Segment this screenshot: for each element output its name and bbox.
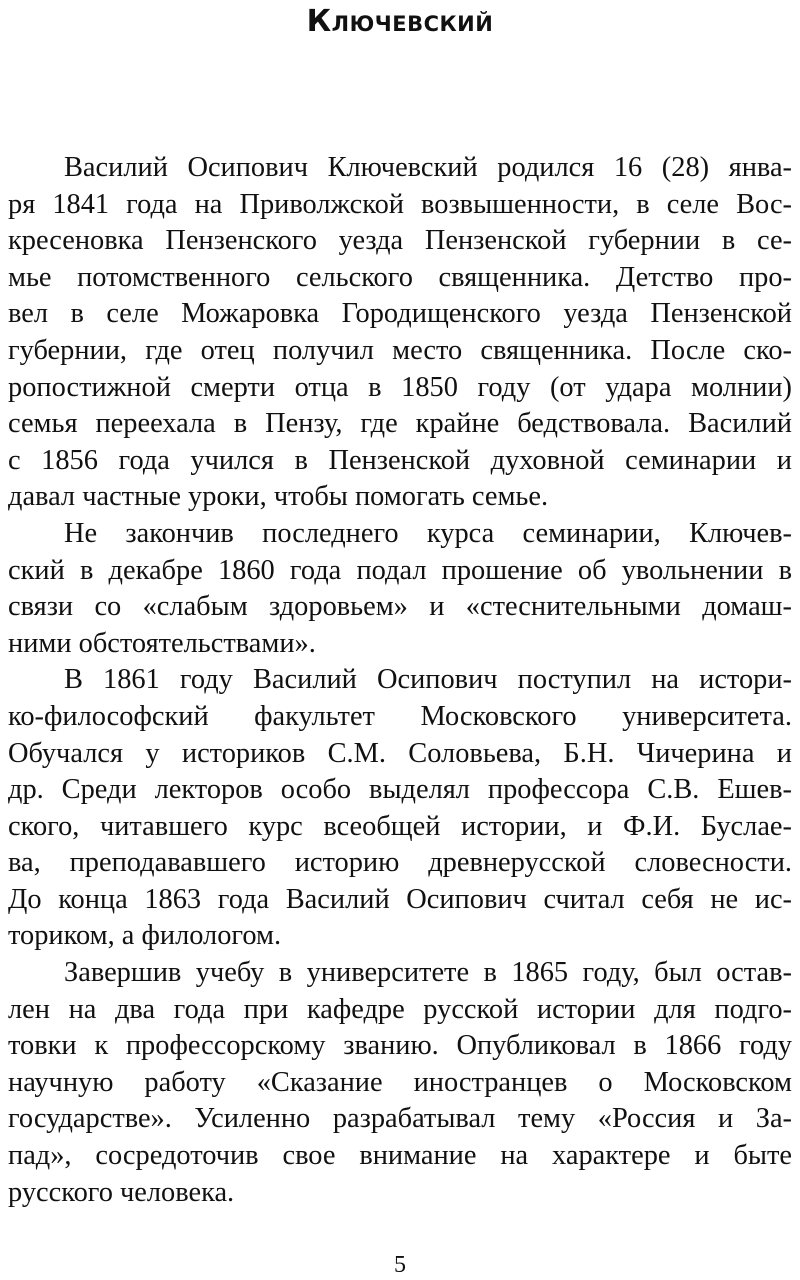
text-line: ря 1841 года на Приволжской возвышенности, в селе Вос- [8, 188, 792, 220]
text-line: пад», сосредоточив свое внимание на характере и быте [8, 1140, 792, 1172]
text-line: товки к профессорскому званию. Опубликовал в 1866 году [8, 1030, 792, 1062]
text-line: ториком, а филологом. [8, 920, 282, 952]
text-line: ского, читавшего курс всеобщей истории, и Ф.И. Буслае- [8, 810, 792, 842]
text-line: лен на два года при кафедре русской истории для подго- [8, 993, 792, 1025]
text-line: До конца 1863 года Василий Осипович считал себя не ис- [8, 883, 792, 915]
text-line: В 1861 году Василий Осипович поступил на истори- [64, 664, 792, 696]
text-line: губернии, где отец получил место священника. После ско- [8, 334, 792, 366]
text-line: ский в декабре 1860 года подал прошение об увольнении в [8, 554, 792, 586]
text-line: давал частные уроки, чтобы помогать семье. [8, 481, 549, 513]
text-line: др. Среди лекторов особо выделял профессора С.В. Ешев- [8, 774, 792, 806]
text-line: государстве». Усиленно разрабатывал тему «Россия и За- [8, 1103, 792, 1135]
chapter-title: Ключевский [306, 4, 494, 39]
paragraph [8, 955, 792, 1211]
text-line: ко-философский факультет Московского университета. [8, 700, 792, 732]
text-line: ними обстоятельствами». [8, 627, 316, 659]
text-line: научную работу «Сказание иностранцев о Московском [8, 1066, 792, 1098]
paragraph [8, 516, 792, 662]
paragraph [8, 662, 792, 955]
text-line: Завершив учебу в университете в 1865 году, был остав- [64, 957, 792, 989]
text-line: Обучался у историков С.М. Соловьева, Б.Н. Чичерина и [8, 737, 792, 769]
text-line: ва, преподававшего историю древнерусской словесности. [8, 847, 792, 879]
text-line: Не закончив последнего курса семинарии, Ключев- [64, 517, 792, 549]
text-line: с 1856 года учился в Пензенской духовной семинарии и [8, 444, 792, 476]
body-text [8, 150, 792, 1211]
text-line: ропостижной смерти отца в 1850 году (от удара молнии) [8, 371, 792, 403]
text-line: мье потомственного сельского священника. Детство про- [8, 261, 792, 293]
text-line: Василий Осипович Ключевский родился 16 (28) янва- [64, 152, 792, 183]
text-line: связи со «слабым здоровьем» и «стеснительными домаш- [8, 591, 792, 623]
text-line: кресеновка Пензенского уезда Пензенской губернии в се- [8, 225, 792, 257]
paragraph [8, 150, 792, 516]
page-number: 5 [394, 1252, 406, 1278]
text-line: вел в селе Можаровка Городищенского уезда Пензенской [8, 298, 792, 330]
text-line: русского человека. [8, 1176, 235, 1208]
text-line: семья переехала в Пензу, где крайне бедствовала. Василий [8, 408, 792, 440]
